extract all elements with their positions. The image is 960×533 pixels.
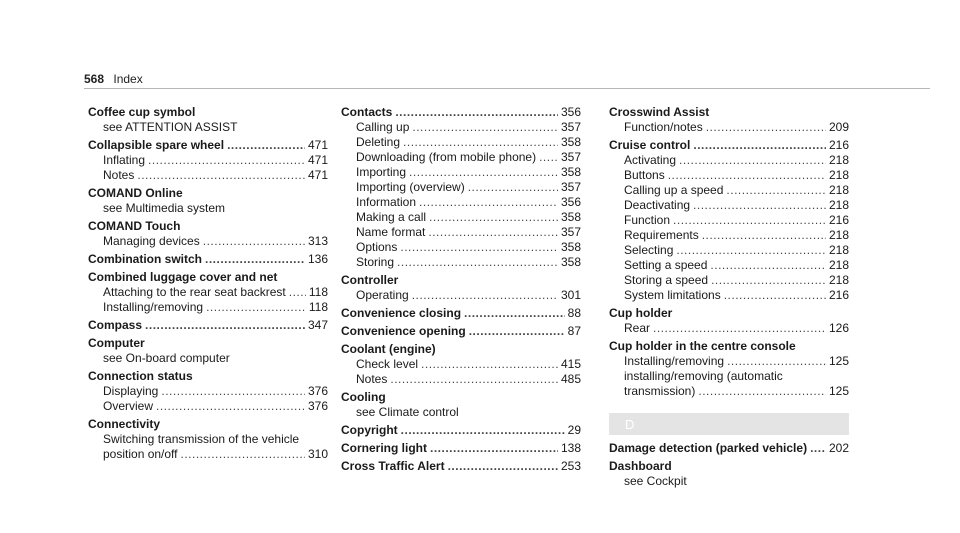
index-entry-heading [341,423,581,438]
page-title: Index [113,72,143,86]
index-column-1 [88,102,328,462]
entry-subterm: Function [624,213,671,227]
index-entry [609,138,849,303]
page-reference-link[interactable]: 358 [560,210,581,224]
entry-term: Combination switch [88,252,202,266]
entry-subterm: Managing devices [103,234,200,248]
leader-dots [421,357,558,372]
index-subentry [88,201,328,216]
index-entry [341,306,581,321]
entry-term: Compass [88,318,143,332]
entry-subterm: Selecting [624,243,674,257]
page-reference-link[interactable]: 218 [828,258,849,272]
leader-dots [289,285,306,300]
entry-subterm: Operating [356,288,409,302]
leader-dots [430,441,558,456]
index-subentry [88,153,328,168]
page-reference-link[interactable]: 218 [828,168,849,182]
entry-term: Dashboard [609,459,672,473]
index-entry [609,105,849,135]
index-subentry [609,321,849,336]
index-entry [88,186,328,216]
page-reference-link[interactable]: 471 [307,168,328,182]
entry-term: Connectivity [88,417,161,431]
entry-subterm: Importing [356,165,407,179]
index-entry [88,219,328,249]
section-letter: D [625,416,635,432]
entry-term: Combined luggage cover and net [88,270,278,284]
index-subentry [341,372,581,387]
entry-subterm: Requirements [624,228,699,242]
page-reference-link[interactable]: 313 [307,234,328,248]
leader-dots [412,288,558,303]
entry-subterm: Attaching to the rear seat backrest [103,285,286,299]
page-reference-link[interactable]: 218 [828,153,849,167]
leader-dots [137,168,305,183]
leader-dots [397,255,558,270]
page-reference-link[interactable]: 216 [828,213,849,227]
index-subentry [609,369,849,384]
index-entry [88,105,328,135]
entry-subterm: Switching transmission of the vehicle [103,432,300,446]
entry-subterm: Deactivating [624,198,691,212]
index-entry-heading [88,105,328,120]
index-subentry [88,120,328,135]
entry-subterm: position on/off [103,447,178,461]
page-reference-link[interactable]: 29 [567,423,581,437]
entry-subterm: Name format [356,225,426,239]
index-subentry [609,168,849,183]
entry-term: Computer [88,336,145,350]
index-subentry [341,255,581,270]
entry-subterm: Function/notes [624,120,703,134]
page-reference-link[interactable]: 218 [828,273,849,287]
page-reference-link[interactable]: 118 [308,285,328,299]
entry-subterm: Displaying [103,384,159,398]
entry-term: Collapsible spare wheel [88,138,225,152]
leader-dots [161,384,305,399]
page-reference-link[interactable]: 358 [560,240,581,254]
index-column-2 [341,102,581,474]
entry-subterm: see Multimedia system [103,201,226,215]
index-subentry [88,399,328,414]
index-subentry [341,405,581,420]
page-reference-link[interactable]: 356 [560,195,581,209]
leader-dots [653,321,826,336]
section-letter-band [609,413,849,435]
index-subentry [341,150,581,165]
entry-subterm: see Climate control [356,405,459,419]
entry-subterm: installing/removing (automatic [624,369,783,383]
entry-term: Damage detection (parked vehicle) [609,441,808,455]
entry-term: Coffee cup symbol [88,105,196,119]
entry-subterm: Storing [356,255,395,269]
leader-dots [539,150,558,165]
index-entry-heading [341,306,581,321]
entry-subterm: Storing a speed [624,273,709,287]
index-entry [341,342,581,387]
page-reference-link[interactable]: 301 [560,288,581,302]
index-entry [88,369,328,414]
page-reference-link[interactable]: 415 [560,357,581,371]
index-entry-heading [609,441,849,456]
entry-subterm: Activating [624,153,677,167]
leader-dots [181,447,305,462]
leader-dots [206,300,306,315]
index-column-3 [609,102,849,489]
index-entry-heading [88,252,328,267]
page-reference-link[interactable]: 218 [828,183,849,197]
index-entry [609,339,849,399]
entry-term: Convenience opening [341,324,466,338]
index-subentry [88,351,328,366]
entry-subterm: see ATTENTION ASSIST [103,120,238,134]
leader-dots [693,138,826,153]
index-entry-heading [88,336,328,351]
entry-subterm: Installing/removing [624,354,725,368]
entry-subterm: Check level [356,357,419,371]
entry-term: Convenience closing [341,306,462,320]
index-entry [341,423,581,438]
index-subentry [88,168,328,183]
leader-dots [403,135,558,150]
page-number: 568 [84,72,105,86]
entry-subterm: Installing/removing [103,300,204,314]
page-reference-link[interactable]: 253 [560,459,581,473]
leader-dots [390,372,558,387]
index-entry-heading [88,318,328,333]
index-subentry [88,432,328,447]
leader-dots [468,180,558,195]
entry-subterm: Notes [103,168,135,182]
page-reference-link[interactable]: 358 [560,135,581,149]
index-entry [88,252,328,267]
entry-term: COMAND Online [88,186,183,200]
entry-subterm: Setting a speed [624,258,708,272]
page-reference-link[interactable]: 357 [560,225,581,239]
index-subentry [341,165,581,180]
page-reference-link[interactable]: 357 [560,150,581,164]
index-entry-heading [88,186,328,201]
index-subentry [341,180,581,195]
index-entry-heading [609,138,849,153]
leader-dots [400,240,558,255]
index-entry [341,273,581,303]
leader-dots [726,183,826,198]
index-entry [88,336,328,366]
header-divider [84,88,930,89]
leader-dots [429,210,558,225]
index-subentry [609,474,849,489]
index-entry-heading [341,342,581,357]
index-entry [88,138,328,183]
index-subentry [88,384,328,399]
index-subentry [341,225,581,240]
entry-term: Controller [341,273,399,287]
index-subentry [609,384,849,399]
index-entry-heading [341,105,581,120]
entry-term: Cup holder in the centre console [609,339,796,353]
entry-term: Cruise control [609,138,691,152]
page-reference-link[interactable]: 356 [560,105,581,119]
leader-dots [203,234,305,249]
leader-dots [395,105,558,120]
entry-subterm: Calling up [356,120,410,134]
page-reference-link[interactable]: 209 [828,120,849,134]
page-reference-link[interactable]: 485 [560,372,581,386]
page-reference-link[interactable]: 125 [828,354,849,368]
page-reference-link[interactable]: 125 [828,384,849,398]
entry-term: Coolant (engine) [341,342,436,356]
page-reference-link[interactable]: 358 [560,255,581,269]
entry-subterm: Overview [103,399,154,413]
index-entry-heading [609,339,849,354]
page-reference-link[interactable]: 216 [828,138,849,152]
index-entry-heading [341,459,581,474]
index-entry-heading [341,390,581,405]
entry-term: Connection status [88,369,193,383]
index-subentry [609,258,849,273]
page-reference-link[interactable]: 202 [828,441,849,455]
index-subentry [609,288,849,303]
page-reference-link[interactable]: 218 [828,198,849,212]
leader-dots [810,441,826,456]
index-subentry [341,240,581,255]
index-entry-heading [88,219,328,234]
entry-subterm: Rear [624,321,651,335]
index-entry [88,417,328,462]
page-reference-link[interactable]: 376 [307,399,328,413]
page-reference-link[interactable]: 471 [307,153,328,167]
index-entry-heading [609,306,849,321]
index-subentry [609,213,849,228]
leader-dots [469,324,565,339]
leader-dots [706,120,826,135]
page-reference-link[interactable]: 218 [828,243,849,257]
entry-term: Cornering light [341,441,427,455]
index-entry-heading [88,138,328,153]
leader-dots [419,195,558,210]
entry-subterm: Inflating [103,153,146,167]
index-subentry [609,228,849,243]
leader-dots [676,243,826,258]
page-reference-link[interactable]: 136 [307,252,328,266]
page-reference-link[interactable]: 471 [307,138,328,152]
index-entry-heading [88,270,328,285]
index-subentry [88,234,328,249]
entry-term: Crosswind Assist [609,105,710,119]
leader-dots [727,354,826,369]
entry-subterm: Importing (overview) [356,180,465,194]
page-reference-link[interactable]: 347 [307,318,328,332]
entry-subterm: Information [356,195,417,209]
index-entry-heading [341,441,581,456]
page-reference-link[interactable]: 358 [560,165,581,179]
index-entry-heading [341,273,581,288]
index-subentry [341,288,581,303]
entry-term: Cross Traffic Alert [341,459,445,473]
entry-subterm: see On-board computer [103,351,230,365]
index-subentry [609,354,849,369]
entry-subterm: System limitations [624,288,721,302]
index-entry [609,459,849,489]
index-entry [341,105,581,270]
page-reference-link[interactable]: 357 [560,120,581,134]
index-subentry [88,300,328,315]
index-subentry [609,183,849,198]
leader-dots [145,318,305,333]
entry-term: Contacts [341,105,393,119]
page-reference-link[interactable]: 357 [560,180,581,194]
index-subentry [341,357,581,372]
index-subentry [609,120,849,135]
index-subentry [88,285,328,300]
entry-term: Cooling [341,390,386,404]
index-subentry [341,195,581,210]
leader-dots [409,165,558,180]
page-reference-link[interactable]: 310 [307,447,328,461]
index-subentry [341,120,581,135]
index-entry [609,441,849,456]
leader-dots [148,153,305,168]
page-reference-link[interactable]: 138 [560,441,581,455]
page-header [84,72,143,86]
leader-dots [412,120,558,135]
leader-dots [227,138,305,153]
leader-dots [673,213,826,228]
leader-dots [156,399,305,414]
index-subentry [609,153,849,168]
entry-subterm: Calling up a speed [624,183,724,197]
leader-dots [679,153,826,168]
entry-subterm: transmission) [624,384,696,398]
leader-dots [668,168,826,183]
index-entry [88,318,328,333]
entry-term: Copyright [341,423,398,437]
entry-subterm: Deleting [356,135,401,149]
index-entry [341,324,581,339]
entry-subterm: Downloading (from mobile phone) [356,150,537,164]
page-reference-link[interactable]: 376 [307,384,328,398]
leader-dots [711,273,826,288]
entry-subterm: Options [356,240,398,254]
leader-dots [464,306,565,321]
index-entry-heading [341,324,581,339]
index-subentry [609,273,849,288]
leader-dots [428,225,558,240]
leader-dots [724,288,826,303]
leader-dots [710,258,826,273]
page-reference-link[interactable]: 118 [308,300,328,314]
page-reference-link[interactable]: 216 [828,288,849,302]
leader-dots [401,423,565,438]
leader-dots [702,228,826,243]
entry-term: COMAND Touch [88,219,181,233]
leader-dots [448,459,558,474]
entry-subterm: see Cockpit [624,474,687,488]
leader-dots [205,252,305,267]
page-reference-link[interactable]: 218 [828,228,849,242]
page-reference-link[interactable]: 88 [567,306,581,320]
index-subentry [341,210,581,225]
entry-subterm: Buttons [624,168,665,182]
page-reference-link[interactable]: 87 [567,324,581,338]
index-entry [341,390,581,420]
index-subentry [88,447,328,462]
index-entry [341,441,581,456]
index-entry [609,306,849,336]
index-subentry [609,243,849,258]
page-reference-link[interactable]: 126 [828,321,849,335]
index-entry-heading [609,459,849,474]
index-entry-heading [88,369,328,384]
index-subentry [341,135,581,150]
index-entry [88,270,328,315]
entry-subterm: Notes [356,372,388,386]
index-entry-heading [88,417,328,432]
entry-subterm: Making a call [356,210,427,224]
leader-dots [698,384,826,399]
index-subentry [609,198,849,213]
index-entry-heading [609,105,849,120]
index-entry [341,459,581,474]
leader-dots [693,198,826,213]
entry-term: Cup holder [609,306,673,320]
